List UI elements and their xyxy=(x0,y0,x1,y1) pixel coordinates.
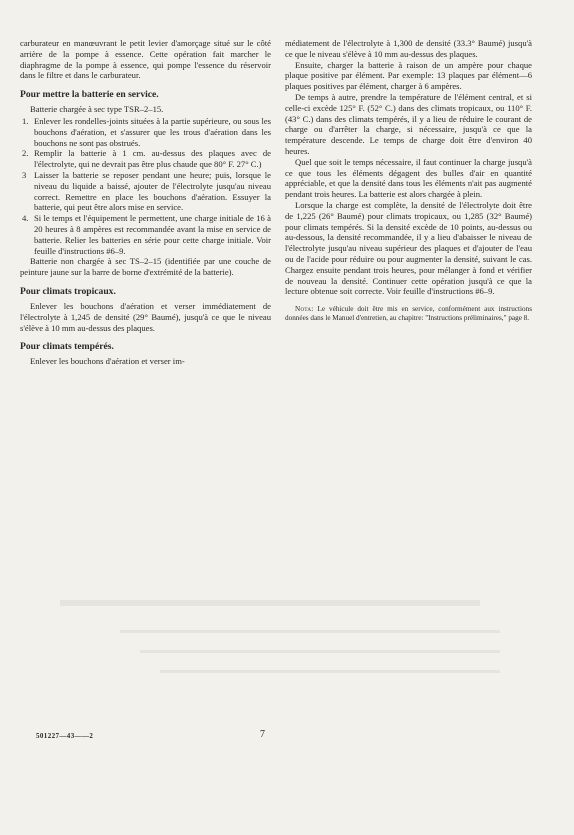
left-column xyxy=(20,38,271,367)
print-code: 501227—43——2 xyxy=(36,732,94,740)
density-paragraph: Lorsque la charge est complète, la densité de l'électrolyte doit être de 1,225 (26° Baumé) pour climats tropicaux, ou 1,285 (32° Baumé) pour climats tempérés. Si la densité excède de 10 points, au-dessus ou au-dessous, la densité recommandée, il y a lieu d'abaisser le niveau de l'électrolyte jusqu'au niveau supérieur des plaques et d'ajouter de l'eau ou de l'acide pour réduire ou pour augmenter la densité, suivant le cas. Chargez ensuite pendant trois heures, pour mélanger à fond et vérifier de nouveau la densité. Continuer cette opération jusqu'à ce que la lecture obtenue soit correcte. Voir feuille d'instructions #6–9. xyxy=(285,199,532,297)
list-text: Remplir la batterie à 1 cm. au-dessus des plaques avec de l'électrolyte, qui ne devrait pas être plus chaude que 80° F. 27° C.) xyxy=(34,148,271,170)
charge-rate-paragraph: Ensuite, charger la batterie à raison de un ampère pour chaque plaque positive par élément. Par exemple: 13 plaques par élément—6 plaques positives par élément, charger à 6 ampères. xyxy=(285,59,532,92)
list-item xyxy=(20,148,271,170)
note-text: Le véhicule doit être mis en service, conformément aux instructions données dans le Manuel d'entretien, au chapitre: "Instructions préliminaires," page 8. xyxy=(285,305,533,323)
list-text: Si le temps et l'équipement le permettent, une charge initiale de 16 à 20 heures à 8 ampères est recommandée avant la mise en service de batterie. Relier les batteries en série pour cette charge initiale. Voir feuille d'instructions #6–9. xyxy=(34,213,271,256)
section-heading-temperate: Pour climats tempérés. xyxy=(20,341,114,353)
note-paragraph xyxy=(285,305,532,323)
continuation-paragraph: médiatement de l'électrolyte à 1,300 de densité (33.3° Baumé) jusqu'à ce que le niveau s'élève à 10 mm au-dessus des plaques. xyxy=(285,38,532,59)
list-text: Laisser la batterie se reposer pendant une heure; puis, lorsque le niveau du liquide a baissé, ajouter de l'électrolyte jusqu'au niveau correct. Remettre en place les bouchons d'aération. Essuyer la batterie, qui peut être alors mise en service. xyxy=(34,169,271,213)
full-charge-paragraph: Quel que soit le temps nécessaire, il faut continuer la charge jusqu'à ce que tous les éléments dégagent des bulles d'air en quantité appréciable, et que la densité dans tous les éléments n'ait pas augmenté pendant trois heures. La batterie est alors chargée à plein. xyxy=(285,156,532,200)
uncharged-battery-paragraph: Batterie non chargée à sec TS–2–15 (identifiée par une couche de peinture jaune sur la barre de borne d'extrémité de la batterie). xyxy=(20,256,271,278)
list-item xyxy=(20,170,271,213)
list-number: 2. xyxy=(22,148,29,159)
section-heading-tropical: Pour climats tropicaux. xyxy=(20,285,116,297)
show-through-artifact xyxy=(0,590,574,700)
list-number: 1. xyxy=(22,115,29,126)
battery-type-paragraph: Batterie chargée à sec type TSR–2–15. xyxy=(30,104,164,115)
list-item xyxy=(20,116,271,148)
temperate-paragraph: Enlever les bouchons d'aération et verser im- xyxy=(30,356,185,367)
intro-paragraph: carburateur en manœuvrant le petit levier d'amorçage situé sur le côté arrière de la pompe à essence. Cette opération fait marcher le diaphragme de la pompe à essence, qui pompe l'essence du réservoir dans le filtre et dans le carburateur. xyxy=(20,38,271,81)
note-label: Nota: xyxy=(295,305,314,314)
right-column xyxy=(285,38,532,323)
list-item xyxy=(20,213,271,256)
list-number: 4. xyxy=(22,213,29,224)
tropical-paragraph: Enlever les bouchons d'aération et verser immédiatement de l'électrolyte à 1,245 de densité (29° Baumé), jusqu'à ce que le niveau s'élève à 10 mm au-dessus des plaques. xyxy=(20,300,271,333)
list-text: Enlever les rondelles-joints situées à la partie supérieure, ou sous les bouchons d'aération, et s'assurer que les trous d'aération dans les bouchons ne sont pas obstrués. xyxy=(34,115,271,148)
temperature-paragraph: De temps à autre, prendre la température de l'élément central, et si celle-ci excède 125° F. (52° C.) dans des climats tropicaux, ou 110° F. (43° C.) dans des climats tempérés, il y a lieu de réduire le courant de charge ou d'arrêter la charge, si nécessaire, jusqu'à ce que la température descende. Le temps de charge doit être d'environ 40 heures. xyxy=(285,91,532,156)
list-number: 3 xyxy=(22,169,27,180)
page-number: 7 xyxy=(260,729,265,740)
section-heading-battery: Pour mettre la batterie en service. xyxy=(20,89,159,101)
battery-steps-list xyxy=(20,116,271,256)
